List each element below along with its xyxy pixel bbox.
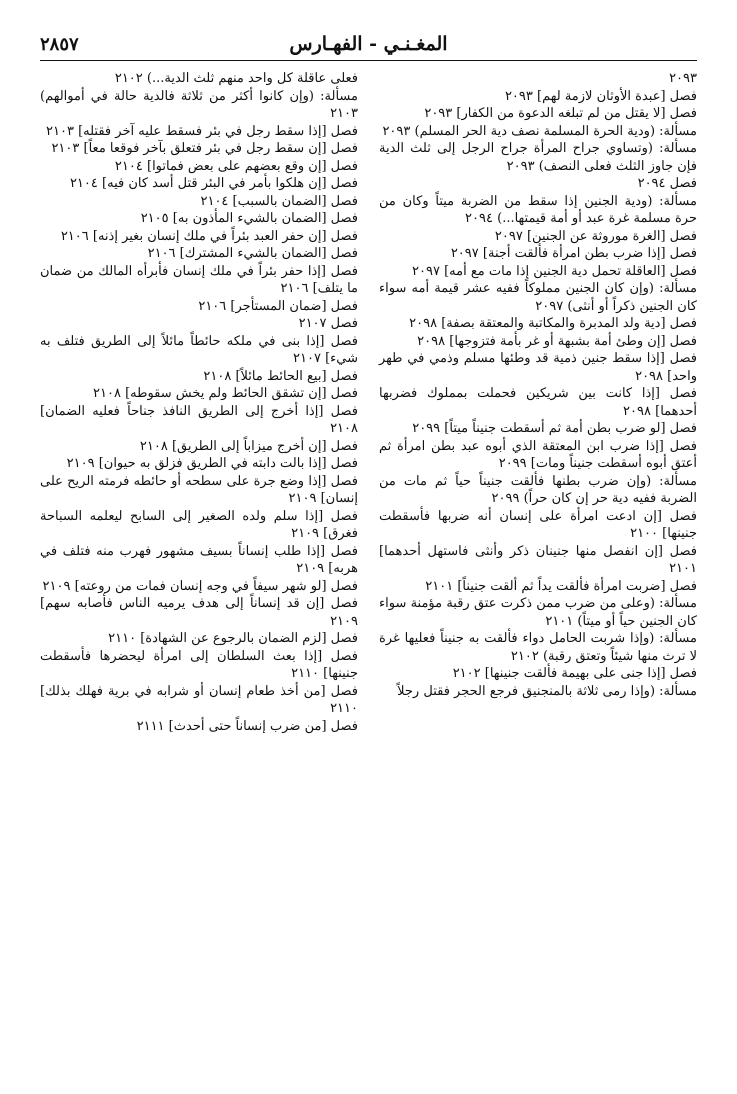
index-entry: فصل [ضربت امرأة فألقت يداً ثم ألقت جنيناً] ٢١٠١ [425,578,697,594]
index-entry: فصل [لو شهر سيفاً في وجه إنسان فمات من روعته] ٢١٠٩ [42,578,358,594]
index-entry: مسألة: (وتساوي جراح المرأة جراح الرجل إلى ثلث الدية فإن جاوز الثلث فعلى النصف) ٢٠٩٣ [379,141,697,174]
index-entry: فصل [الضمان بالشيء المشترك] ٢١٠٦ [147,246,358,261]
index-entry: مسألة: (وإذا شربت الحامل دواء فألقت به جنيناً فعليها غرة لا ترث منها شيئاً وتعتق رقبة) ٢١٠٢ [379,631,697,664]
index-entry: مسألة: (ودية الجنين إذا سقط من الضربة ميتاً وكان من حرة مسلمة غرة عبد أو أمة قيمتها...) ٢٠٩٤ [379,193,697,226]
index-entry: فصل [من أخذ طعام إنسان أو شرابه في برية فهلك بذلك] ٢١١٠ [40,683,358,716]
index-entry: فصل [إذا ضرب بطن امرأة فألقت أجنة] ٢٠٩٧ [450,246,697,261]
index-column-left [40,70,358,735]
index-entry: فصل [إن هلكوا بأمر في البئر قتل أسد كان فيه] ٢١٠٤ [69,176,358,191]
index-entry: فصل [دية ولد المدبرة والمكاتبة والمعتقة بصفة] ٢٠٩٨ [409,316,697,331]
index-entry: فصل [الضمان بالسبب] ٢١٠٤ [200,193,358,209]
index-entry: فصل [إن سقط رجل في بئر فتعلق بآخر فوقعا معاً] ٢١٠٣ [51,141,358,156]
page-header [40,30,697,61]
index-entry: فصل [لو ضرب بطن أمة ثم أسقطت جنيناً ميتاً] ٢٠٩٩ [412,421,697,436]
index-entry: فصل [العاقلة تحمل دية الجنين إذا مات مع أمه] ٢٠٩٧ [412,263,697,279]
index-entry: فصل [إن ادعت امرأة على إنسان أنه ضربها فأسقطت جنينها] ٢١٠٠ [379,508,697,541]
index-entry: فصل [عبدة الأوثان لازمة لهم] ٢٠٩٣ [504,88,697,104]
index-entry: فصل [إذا سلم ولده الصغير إلى السابح ليعلمه السباحة فغرق] ٢١٠٩ [40,508,358,541]
index-entry: فصل [إن وقع بعضهم على بعض فماتوا] ٢١٠٤ [114,158,358,174]
index-entry: فصل [إن انفصل منها جنينان ذكر وأنثى فاستهل أحدهما] ٢١٠١ [379,543,697,576]
index-entry: فصل [ضمان المستأجر] ٢١٠٦ [198,298,358,314]
index-entry: فصل [إن قد إنساناً إلى هدف يرميه الناس فأصابه سهم] ٢١٠٩ [40,596,358,629]
index-entry: فصل [إذا جنى على بهيمة فألقت جنينها] ٢١٠٢ [452,666,697,681]
index-entry: فصل ٢٠٩٤ [637,176,697,191]
index-entry: فصل [لا يقتل من لم تبلغه الدعوة من الكفار] ٢٠٩٣ [424,106,697,121]
index-entry: فعلى عاقلة كل واحد منهم ثلث الدية...) ٢١٠٢ [114,71,358,86]
index-entry: ٢٠٩٣ [669,71,697,86]
index-entry: فصل ٢١٠٧ [298,316,358,331]
index-entry: مسألة: (وإن كانوا أكثر من ثلاثة فالدية حالة في أموالهم) ٢١٠٣ [40,88,358,121]
index-entry: فصل [إن وطئ أمة بشبهة أو غر بأمة فتزوجها] ٢٠٩٨ [417,333,697,349]
index-entry: فصل [إن أخرج ميزاباً إلى الطريق] ٢١٠٨ [139,438,358,454]
index-entry: فصل [إذا بنى في ملكه حائطاً مائلاً إلى الطريق فتلف به شيء] ٢١٠٧ [40,333,358,366]
index-entry: فصل [إذا أخرج إلى الطريق النافذ جناحاً فعليه الضمان] ٢١٠٨ [40,403,358,436]
index-entry: فصل [بيع الحائط مائلاً] ٢١٠٨ [203,368,358,384]
index-entry: فصل [الغرة موروثة عن الجنين] ٢٠٩٧ [494,228,697,244]
index-entry: فصل [إذا سقط رجل في بئر فسقط عليه آخر فقتله] ٢١٠٣ [46,123,358,139]
index-entry: مسألة: (وإذا رمى ثلاثة بالمنجنيق فرجع الحجر فقتل رجلاً [397,683,697,699]
index-entry: فصل [إذا ضرب ابن المعتقة الذي أبوه عبد بطن امرأة ثم أعتق أبوه أسقطت جنيناً ومات] ٢٠٩٩ [379,438,697,471]
index-entry: مسألة: (ودية الحرة المسلمة نصف دية الحر المسلم) ٢٠٩٣ [382,123,697,139]
index-entry: فصل [الضمان بالشيء المأذون به] ٢١٠٥ [140,211,358,226]
index-entry: فصل [إذا وضع جرة على سطحه أو حائطه فرمته الريح على إنسان] ٢١٠٩ [40,473,358,506]
index-column-right [379,70,697,700]
page-number: ٢٨٥٧ [40,34,79,55]
index-entry: مسألة: (وعلى من ضرب ممن ذكرت عتق رقبة مؤمنة سواء كان الجنين حياً أو ميتاً) ٢١٠١ [379,596,697,629]
index-entry: فصل [لزم الضمان بالرجوع عن الشهادة] ٢١١٠ [108,631,358,646]
index-entry: مسألة: (وإن كان الجنين مملوكاً ففيه عشر قيمة أمه سواء كان الجنين ذكراً أو أنثى) ٢٠٩٧ [379,281,697,314]
index-entry: فصل [من ضرب إنساناً حتى أحدث] ٢١١١ [136,718,358,734]
index-entry: فصل [إذا حفر بئراً في ملك إنسان فأبرأه المالك من ضمان ما يتلف] ٢١٠٦ [40,263,358,296]
index-entry: فصل [إذا بالت دابته في الطريق فزلق به حيوان] ٢١٠٩ [66,456,358,471]
index-entry: فصل [إذا طلب إنساناً بسيف مشهور فهرب منه فتلف في هربه] ٢١٠٩ [40,543,358,576]
index-entry: فصل [إذا كانت بين شريكين فحملت بمملوك فضربها أحدهما] ٢٠٩٨ [379,386,697,419]
index-entry: فصل [إن تشقق الحائط ولم يخش سقوطه] ٢١٠٨ [93,386,358,401]
index-entry: فصل [إذا بعث السلطان إلى امرأة ليحضرها فأسقطت جنينها] ٢١١٠ [40,648,358,681]
index-entry: فصل [إذا سقط جنين ذمية قد وطئها مسلم وذمي في طهر واحد] ٢٠٩٨ [379,351,697,384]
index-entry: فصل [إن حفر العبد بئراً في ملك إنسان بغير إذنه] ٢١٠٦ [60,228,358,244]
index-entry: مسألة: (وإن ضرب بطنها فألقت جنيناً حياً ثم مات من الضربة ففيه دية حر إن كان حراً) ٢٠٩٩ [379,473,697,506]
running-title: المغـنـي - الفهـارس [289,33,448,55]
